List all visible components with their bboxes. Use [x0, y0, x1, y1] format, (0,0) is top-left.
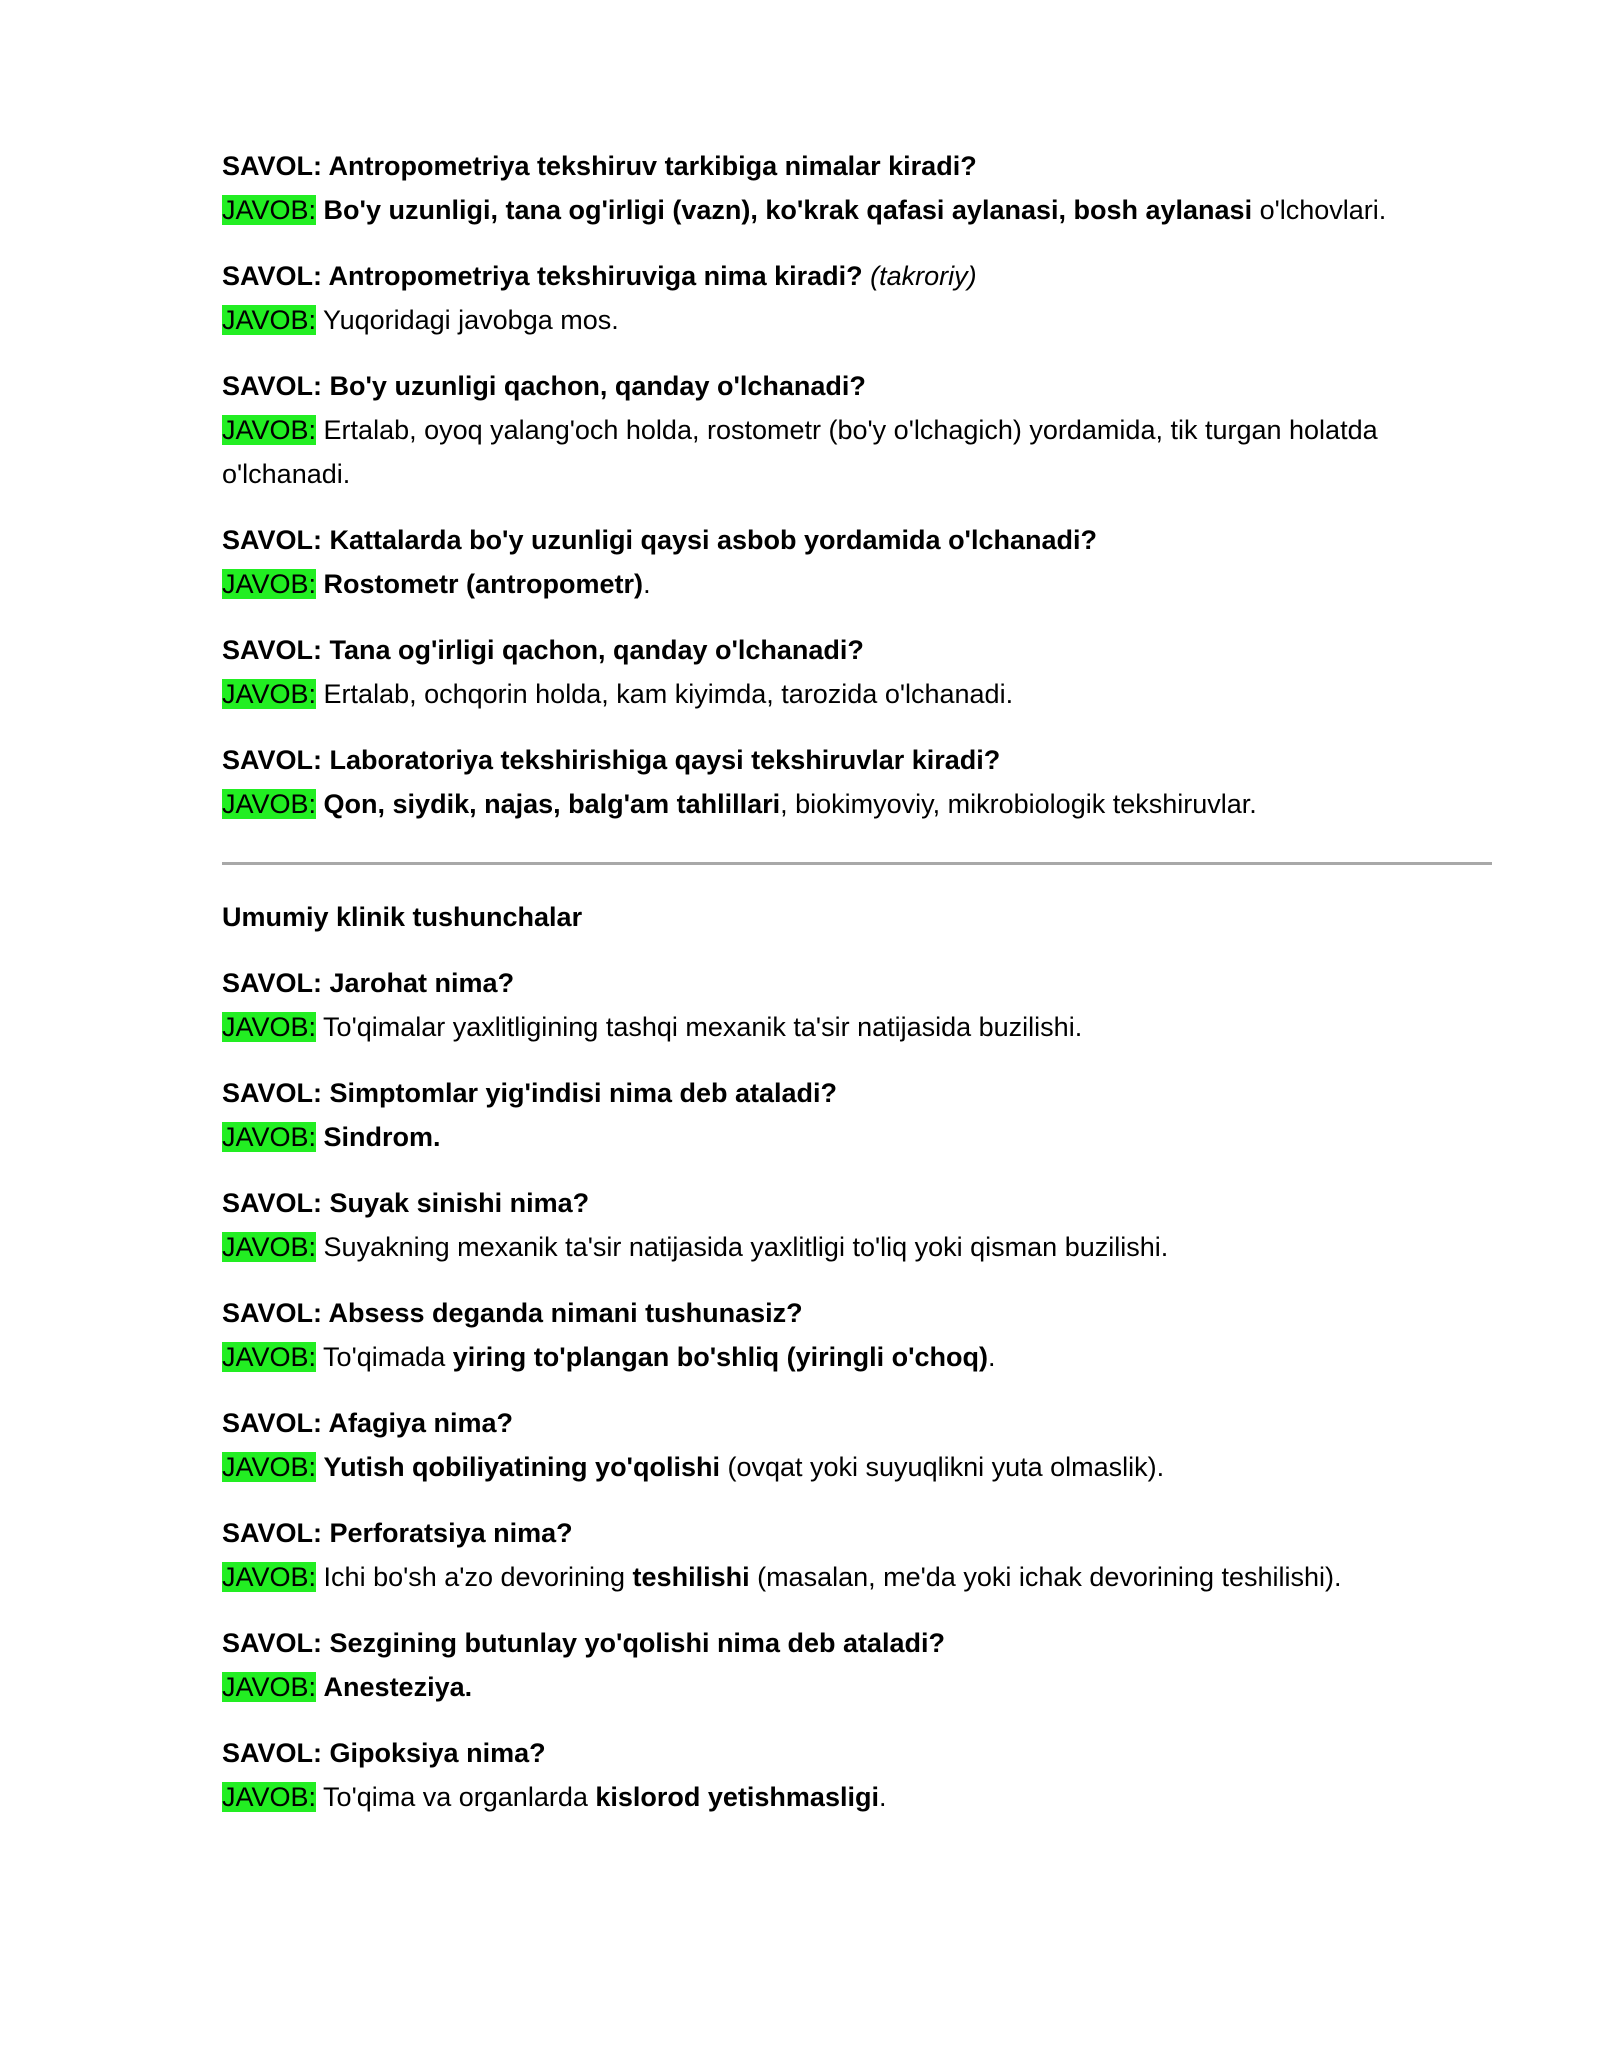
answer-text: Ertalab, oyoq yalang'och holda, rostometr (bo'y o'lchagich) yordamida, tik turgan holatda o'lchanadi.	[222, 415, 1378, 489]
answer-label: JAVOB:	[222, 1012, 317, 1042]
answer-line	[222, 1225, 1492, 1269]
question-text: Gipoksiya nima?	[329, 1738, 546, 1768]
answer-line	[222, 1555, 1492, 1599]
answer-text-bold: Sindrom.	[323, 1122, 441, 1152]
answer-label: JAVOB:	[222, 305, 317, 335]
answer-text: To'qima va organlarda	[323, 1782, 596, 1812]
answer-line	[222, 1665, 1492, 1709]
qa-block	[222, 1071, 1492, 1159]
question-label: SAVOL:	[222, 1628, 322, 1658]
question-label: SAVOL:	[222, 1298, 322, 1328]
answer-line	[222, 408, 1492, 496]
question-line	[222, 254, 1492, 298]
answer-label: JAVOB:	[222, 569, 317, 599]
question-label: SAVOL:	[222, 151, 322, 181]
question-text: Antropometriya tekshiruviga nima kiradi?	[328, 261, 863, 291]
section-clinical-concepts	[222, 961, 1492, 1819]
answer-text: To'qimada	[323, 1342, 453, 1372]
qa-block	[222, 254, 1492, 342]
question-line	[222, 518, 1492, 562]
answer-text: Ichi bo'sh a'zo devorining	[323, 1562, 633, 1592]
question-line	[222, 1071, 1492, 1115]
answer-label: JAVOB:	[222, 789, 317, 819]
question-label: SAVOL:	[222, 968, 322, 998]
question-label: SAVOL:	[222, 1188, 322, 1218]
question-text: Absess deganda nimani tushunasiz?	[328, 1298, 803, 1328]
question-text: Tana og'irligi qachon, qanday o'lchanadi?	[329, 635, 864, 665]
question-text: Simptomlar yig'indisi nima deb ataladi?	[329, 1078, 838, 1108]
answer-label: JAVOB:	[222, 1672, 317, 1702]
answer-text: Yuqoridagi javobga mos.	[323, 305, 619, 335]
qa-block	[222, 738, 1492, 826]
section-heading: Umumiy klinik tushunchalar	[222, 902, 583, 932]
answer-text-bold: Qon, siydik, najas, balg'am tahlillari	[323, 789, 781, 819]
qa-block	[222, 961, 1492, 1049]
question-text: Laboratoriya tekshirishiga qaysi tekshiruvlar kiradi?	[329, 745, 1001, 775]
qa-block	[222, 1291, 1492, 1379]
question-label: SAVOL:	[222, 1518, 322, 1548]
answer-label: JAVOB:	[222, 1452, 317, 1482]
question-text: Kattalarda bo'y uzunligi qaysi asbob yordamida o'lchanadi?	[329, 525, 1097, 555]
answer-label: JAVOB:	[222, 1782, 317, 1812]
answer-line	[222, 782, 1492, 826]
question-line	[222, 1401, 1492, 1445]
question-label: SAVOL:	[222, 261, 322, 291]
document-page	[222, 144, 1492, 1819]
qa-block	[222, 144, 1492, 232]
question-line	[222, 961, 1492, 1005]
answer-text-bold: Yutish qobiliyatining yo'qolishi	[323, 1452, 720, 1482]
answer-label: JAVOB:	[222, 195, 317, 225]
question-line	[222, 1731, 1492, 1775]
answer-label: JAVOB:	[222, 1232, 317, 1262]
question-label: SAVOL:	[222, 745, 322, 775]
answer-line	[222, 1445, 1492, 1489]
qa-block	[222, 1511, 1492, 1599]
question-label: SAVOL:	[222, 1738, 322, 1768]
qa-block	[222, 1731, 1492, 1819]
answer-text: .	[878, 1782, 887, 1812]
answer-label: JAVOB:	[222, 1122, 317, 1152]
answer-text: , biokimyoviy, mikrobiologik tekshiruvlar.	[780, 789, 1257, 819]
answer-text-bold: Anesteziya.	[323, 1672, 473, 1702]
question-text: Suyak sinishi nima?	[329, 1188, 590, 1218]
question-line	[222, 144, 1492, 188]
answer-text: Ertalab, ochqorin holda, kam kiyimda, tarozida o'lchanadi.	[323, 679, 1014, 709]
answer-text: .	[643, 569, 651, 599]
answer-line	[222, 1005, 1492, 1049]
answer-label: JAVOB:	[222, 679, 317, 709]
question-line	[222, 1291, 1492, 1335]
answer-label: JAVOB:	[222, 415, 317, 445]
question-text: Jarohat nima?	[329, 968, 515, 998]
question-text: Perforatsiya nima?	[329, 1518, 573, 1548]
answer-line	[222, 1775, 1492, 1819]
question-line	[222, 1181, 1492, 1225]
qa-block	[222, 364, 1492, 496]
answer-text: To'qimalar yaxlitligining tashqi mexanik ta'sir natijasida buzilishi.	[323, 1012, 1083, 1042]
section-antropometriya	[222, 144, 1492, 826]
question-line	[222, 628, 1492, 672]
question-label: SAVOL:	[222, 1408, 322, 1438]
answer-text-bold: kislorod yetishmasligi	[595, 1782, 879, 1812]
qa-block	[222, 518, 1492, 606]
answer-text-bold: Rostometr (antropometr)	[323, 569, 644, 599]
question-line	[222, 364, 1492, 408]
answer-text-bold: Bo'y uzunligi, tana og'irligi (vazn), ko'krak qafasi aylanasi, bosh aylanasi	[323, 195, 1253, 225]
qa-block	[222, 1181, 1492, 1269]
answer-line	[222, 672, 1492, 716]
qa-block	[222, 1401, 1492, 1489]
answer-text: Suyakning mexanik ta'sir natijasida yaxlitligi to'liq yoki qisman buzilishi.	[323, 1232, 1169, 1262]
answer-line	[222, 298, 1492, 342]
question-label: SAVOL:	[222, 635, 322, 665]
answer-line	[222, 188, 1492, 232]
answer-text-bold: yiring to'plangan bo'shliq (yiringli o'choq)	[452, 1342, 989, 1372]
answer-label: JAVOB:	[222, 1562, 317, 1592]
question-line	[222, 738, 1492, 782]
question-text: Afagiya nima?	[328, 1408, 514, 1438]
question-label: SAVOL:	[222, 371, 322, 401]
answer-text-bold: teshilishi	[632, 1562, 750, 1592]
question-label: SAVOL:	[222, 1078, 322, 1108]
qa-block	[222, 628, 1492, 716]
answer-text: .	[988, 1342, 996, 1372]
question-line	[222, 1621, 1492, 1665]
answer-line	[222, 562, 1492, 606]
question-text: Sezgining butunlay yo'qolishi nima deb ataladi?	[329, 1628, 945, 1658]
answer-text: o'lchovlari.	[1252, 195, 1387, 225]
answer-line	[222, 1115, 1492, 1159]
qa-block	[222, 1621, 1492, 1709]
answer-line	[222, 1335, 1492, 1379]
answer-text: (ovqat yoki suyuqlikni yuta olmaslik).	[719, 1452, 1165, 1482]
answer-label: JAVOB:	[222, 1342, 317, 1372]
question-label: SAVOL:	[222, 525, 322, 555]
question-text: Bo'y uzunligi qachon, qanday o'lchanadi?	[329, 371, 866, 401]
question-note: (takroriy)	[870, 261, 977, 291]
question-line	[222, 1511, 1492, 1555]
horizontal-divider	[222, 862, 1492, 865]
question-text: Antropometriya tekshiruv tarkibiga nimalar kiradi?	[328, 151, 977, 181]
answer-text: (masalan, me'da yoki ichak devorining teshilishi).	[749, 1562, 1342, 1592]
